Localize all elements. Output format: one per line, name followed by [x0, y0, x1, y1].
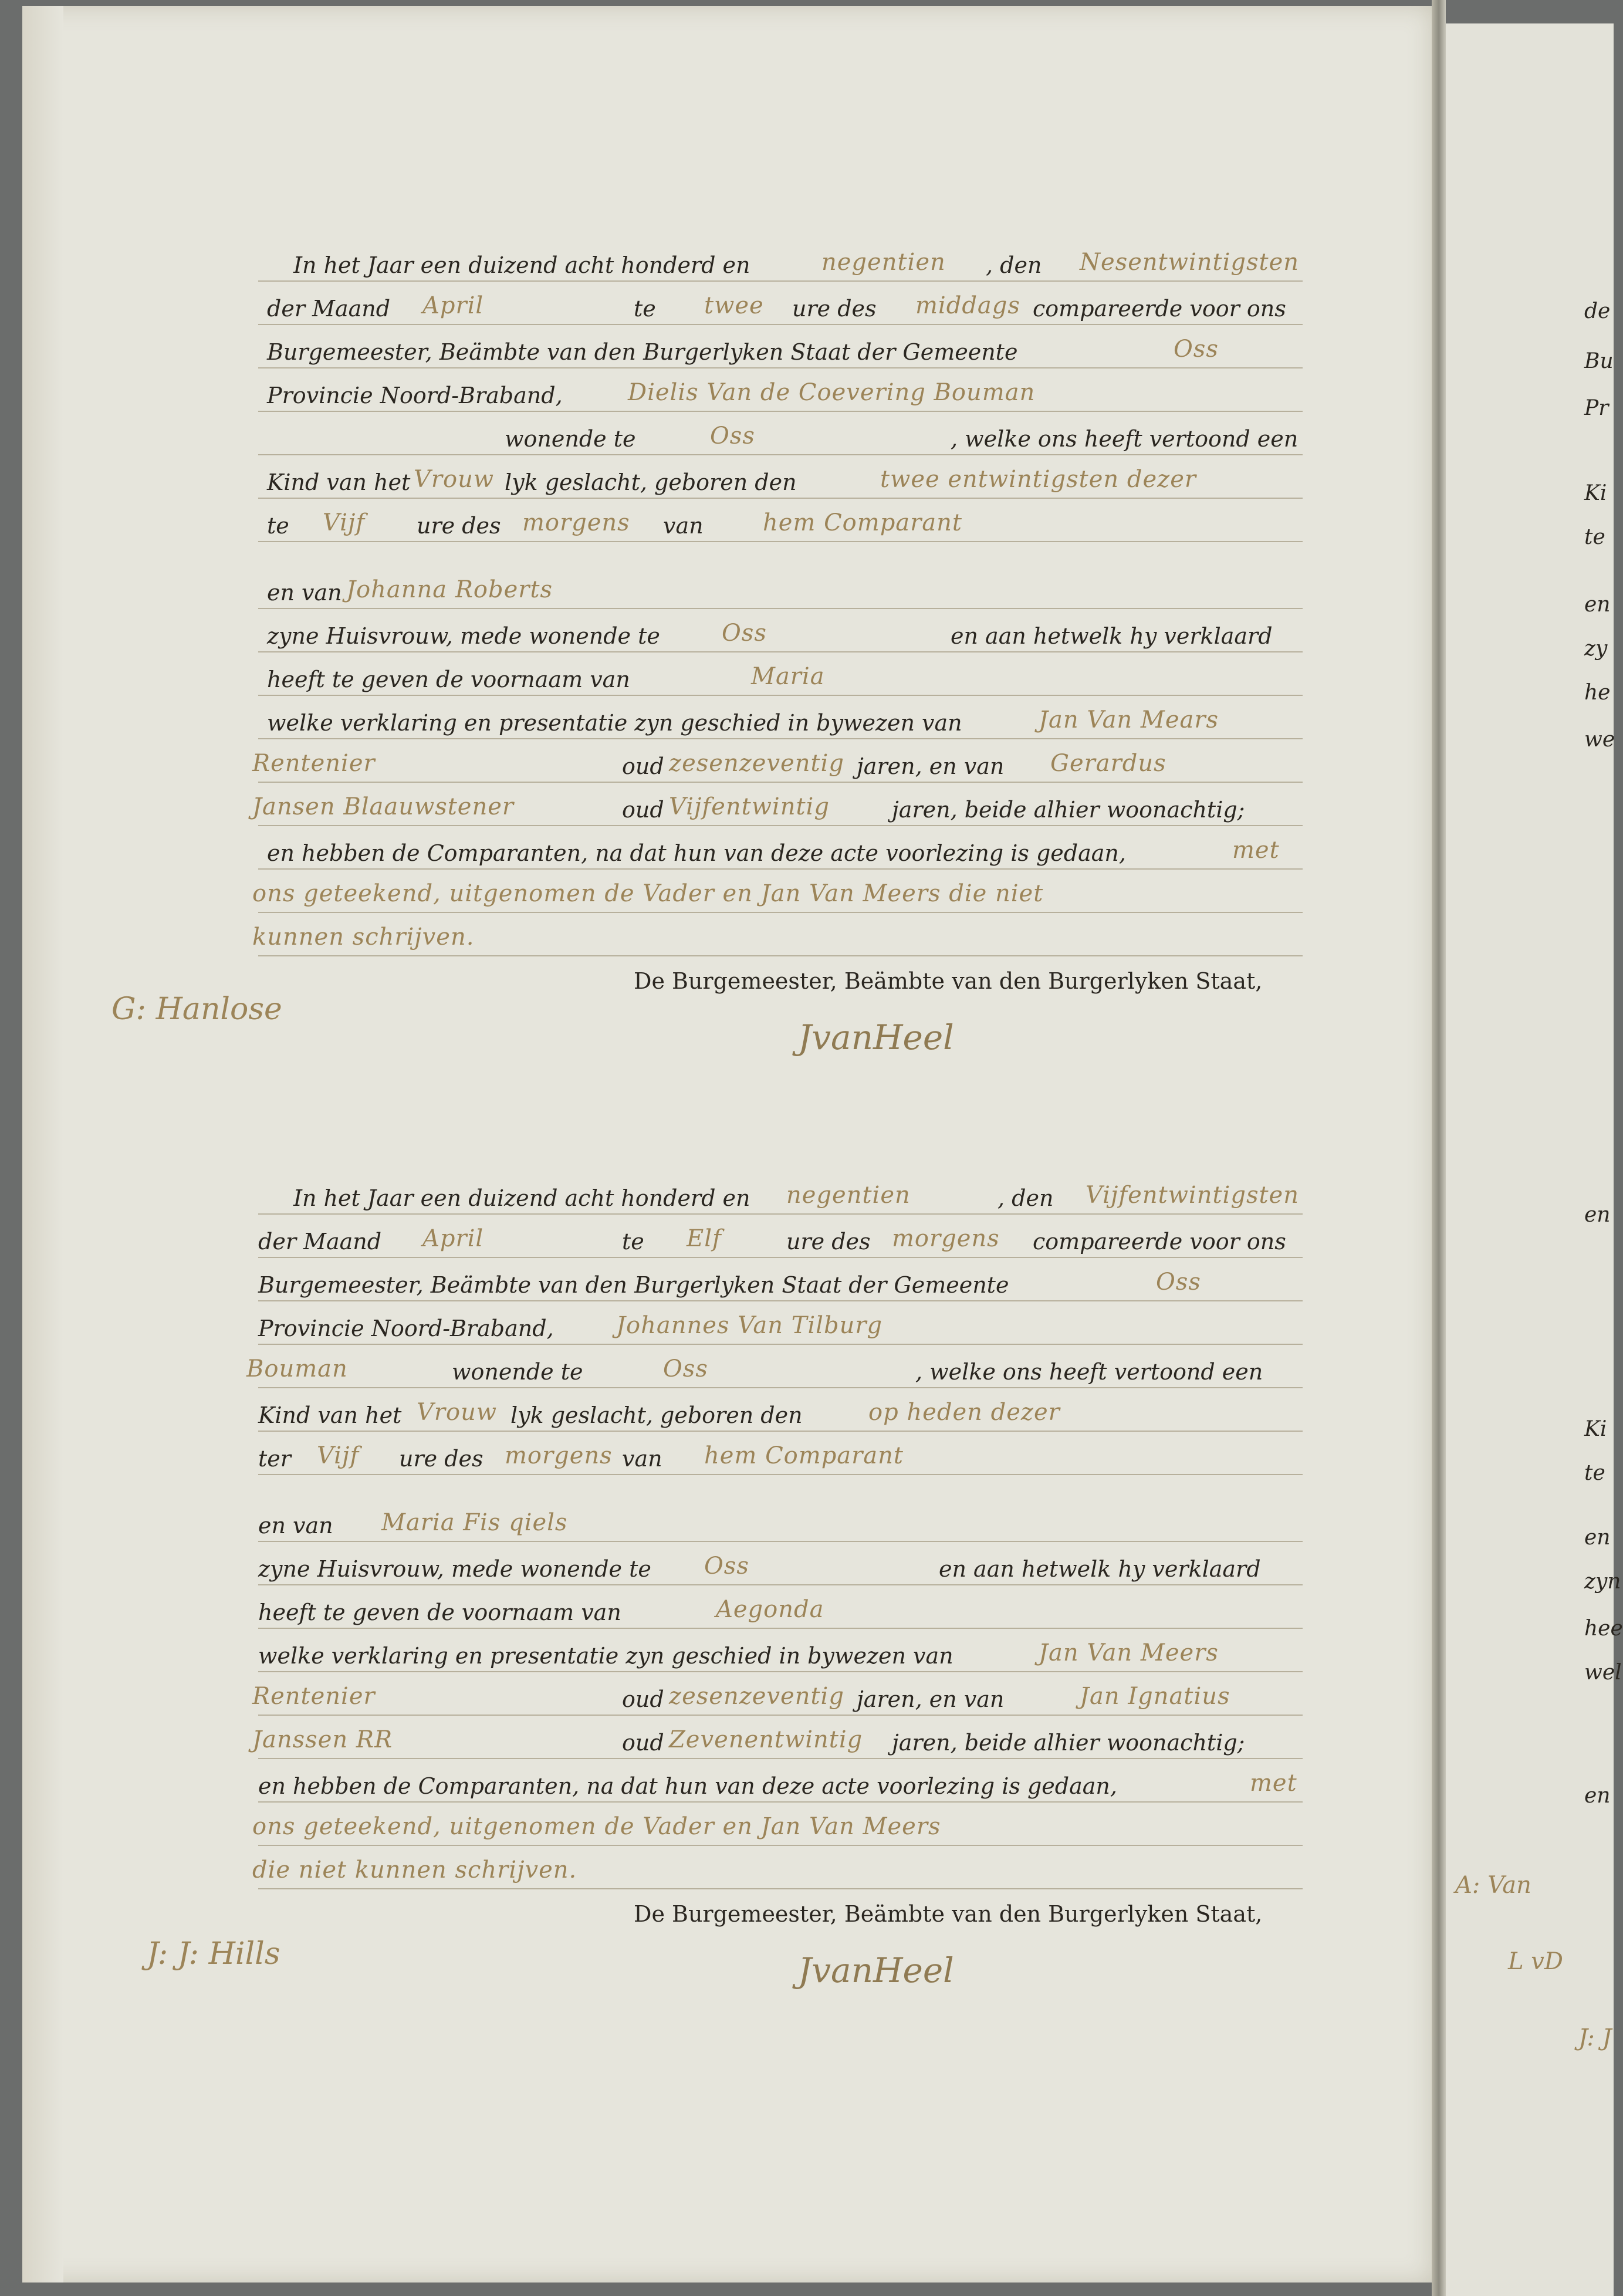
printed-text: en hebben de Comparanten, na dat hun van deze acte voorlezing is gedaan,: [258, 1773, 1117, 1799]
ruled-line: [258, 280, 1303, 282]
printed-text: Provincie Noord-Braband,: [258, 1316, 554, 1341]
handwritten-entry: Janssen RR: [252, 1726, 393, 1753]
ruled-line: [258, 541, 1303, 542]
ruled-line: [258, 955, 1303, 956]
record-line: [258, 1310, 1385, 1351]
handwritten-entry: ons geteekend, uitgenomen de Vader en Jan Van Meers die niet: [252, 880, 1044, 907]
printed-text: Burgemeester, Beämbte van den Burgerlyken Staat der Gemeente: [258, 1272, 1009, 1298]
printed-text: der Maand: [258, 1229, 382, 1254]
mayor-signature: JvanHeel: [798, 1950, 954, 1990]
book-gutter: [1432, 0, 1446, 2296]
right-page-fragment: Ki: [1584, 1417, 1607, 1441]
handwritten-entry: Jan Van Mears: [1039, 706, 1219, 733]
right-page-handwriting: J: J: [1578, 2024, 1612, 2051]
ruled-line: [258, 1300, 1303, 1301]
printed-text: heeft te geven de voornaam van: [258, 1600, 621, 1625]
record-line: [252, 1811, 1385, 1852]
printed-text: te: [634, 296, 656, 322]
record-line: [258, 1396, 1385, 1438]
handwritten-entry: Oss: [704, 1553, 749, 1580]
handwritten-entry: April: [422, 1225, 484, 1252]
record-line: [258, 246, 1385, 288]
handwritten-entry: morgens: [892, 1225, 1000, 1252]
handwritten-entry: Maria: [751, 663, 825, 690]
handwritten-entry: morgens: [522, 509, 630, 536]
printed-text: wonende te: [505, 426, 636, 452]
record-line: [258, 1179, 1385, 1220]
handwritten-entry: Oss: [710, 422, 755, 449]
handwritten-entry: Jan Ignatius: [1080, 1683, 1230, 1710]
right-page-fragment: te: [1584, 525, 1605, 549]
handwritten-entry: Vijf: [317, 1442, 360, 1469]
ruled-line: [258, 825, 1303, 826]
printed-text: , welke ons heeft vertoond een: [915, 1359, 1263, 1385]
record-line: [252, 791, 1385, 832]
handwritten-entry: zesenzeventig: [669, 750, 844, 777]
printed-text: ure des: [792, 296, 877, 322]
handwritten-entry: Gerardus: [1050, 750, 1166, 777]
record-line: [246, 1353, 1385, 1394]
handwritten-entry: Oss: [1174, 336, 1219, 363]
handwritten-entry: Johanna Roberts: [346, 576, 553, 603]
printed-text: compareerde voor ons: [1033, 1229, 1286, 1254]
ruled-line: [258, 1715, 1303, 1716]
right-page-fragment: zyn: [1584, 1570, 1621, 1594]
printed-text: te: [622, 1229, 644, 1254]
handwritten-entry: Oss: [722, 620, 767, 647]
record-line: [252, 1680, 1385, 1722]
handwritten-entry: April: [422, 292, 484, 319]
printed-text: en hebben de Comparanten, na dat hun van deze acte voorlezing is gedaan,: [267, 840, 1126, 866]
ruled-line: [258, 1387, 1303, 1388]
record-line: [258, 1767, 1385, 1808]
record-line: [258, 704, 1385, 745]
handwritten-entry: kunnen schrijven.: [252, 924, 475, 951]
record-line: [252, 748, 1385, 789]
ruled-line: [258, 782, 1303, 783]
closing-statement: De Burgemeester, Beämbte van den Burgerlyken Staat,: [634, 968, 1263, 994]
handwritten-entry: Zevenentwintig: [669, 1726, 863, 1753]
birth-record-2: [246, 1179, 1385, 2024]
printed-text: jaren, en van: [857, 753, 1005, 779]
ruled-line: [258, 651, 1303, 652]
printed-text: zyne Huisvrouw, mede wonende te: [267, 623, 660, 649]
handwritten-entry: twee: [704, 292, 764, 319]
ruled-line: [258, 367, 1303, 368]
record-line: [252, 1724, 1385, 1765]
record-line: [258, 507, 1385, 548]
record-line: [258, 1507, 1385, 1548]
printed-text: oud: [622, 753, 664, 779]
printed-text: lyk geslacht, geboren den: [505, 469, 797, 495]
handwritten-entry: hem Comparant: [704, 1442, 904, 1469]
printed-text: der Maand: [267, 296, 391, 322]
ruled-line: [258, 324, 1303, 325]
printed-text: , den: [986, 252, 1042, 278]
ruled-line: [258, 1213, 1303, 1215]
right-page-handwriting: A: Van: [1455, 1872, 1531, 1899]
printed-text: Provincie Noord-Braband,: [267, 383, 563, 408]
birth-record-1: [252, 246, 1385, 1080]
ruled-line: [258, 1758, 1303, 1759]
printed-text: ure des: [399, 1446, 483, 1472]
record-line: [258, 834, 1385, 875]
handwritten-entry: Rentenier: [252, 1683, 376, 1710]
ruled-line: [258, 1801, 1303, 1803]
handwritten-entry: Rentenier: [252, 750, 376, 777]
printed-text: van: [622, 1446, 662, 1472]
handwritten-entry: met: [1250, 1770, 1297, 1797]
right-page-fragment: en: [1584, 1526, 1611, 1550]
record-line: [258, 574, 1385, 615]
printed-text: Burgemeester, Beämbte van den Burgerlyken Staat der Gemeente: [267, 339, 1018, 365]
margin-note-1: G: Hanlose: [111, 992, 282, 1027]
closing-statement: De Burgemeester, Beämbte van den Burgerlyken Staat,: [634, 1901, 1263, 1927]
handwritten-entry: Jansen Blaauwstener: [252, 793, 515, 820]
ruled-line: [258, 1474, 1303, 1475]
ruled-line: [258, 912, 1303, 913]
handwritten-entry: Oss: [1156, 1269, 1201, 1296]
record-line: [258, 333, 1385, 374]
handwritten-entry: Maria Fis qiels: [381, 1509, 568, 1536]
margin-note-2: J: J: Hills: [147, 1936, 280, 1972]
printed-text: ure des: [786, 1229, 871, 1254]
right-page-fragment: en: [1584, 1784, 1611, 1808]
handwritten-entry: ons geteekend, uitgenomen de Vader en Jan Van Meers: [252, 1813, 941, 1840]
record-line: [258, 661, 1385, 702]
record-line: [252, 1854, 1385, 1895]
record-line: [258, 290, 1385, 331]
record-line: [252, 878, 1385, 919]
handwritten-entry: zesenzeventig: [669, 1683, 844, 1710]
ruled-line: [258, 1584, 1303, 1585]
handwritten-entry: Bouman: [246, 1355, 348, 1382]
right-page-fragment: Ki: [1584, 481, 1607, 505]
handwritten-entry: negentien: [821, 249, 946, 276]
handwritten-entry: middags: [915, 292, 1020, 319]
printed-text: en aan hetwelk hy verklaard: [939, 1556, 1261, 1582]
printed-text: Kind van het: [267, 469, 411, 495]
handwritten-entry: die niet kunnen schrijven.: [252, 1857, 577, 1884]
right-page-fragment: zy: [1584, 637, 1608, 661]
right-page-fragment: hee: [1584, 1617, 1623, 1641]
handwritten-entry: op heden dezer: [868, 1399, 1060, 1426]
handwritten-entry: Vijfentwintigsten: [1086, 1182, 1299, 1209]
handwritten-entry: met: [1232, 837, 1280, 864]
handwritten-entry: morgens: [505, 1442, 613, 1469]
handwritten-entry: Jan Van Meers: [1039, 1639, 1219, 1666]
right-page-fragment: we: [1584, 728, 1615, 752]
ruled-line: [258, 411, 1303, 412]
ruled-line: [258, 695, 1303, 696]
handwritten-entry: Aegonda: [716, 1596, 824, 1623]
handwritten-entry: Johannes Van Tilburg: [616, 1312, 883, 1339]
ruled-line: [258, 1257, 1303, 1258]
ruled-line: [258, 1845, 1303, 1846]
printed-text: zyne Huisvrouw, mede wonende te: [258, 1556, 651, 1582]
printed-text: ure des: [417, 513, 501, 539]
printed-text: wonende te: [452, 1359, 583, 1385]
printed-text: en van: [267, 580, 342, 606]
printed-text: lyk geslacht, geboren den: [510, 1402, 803, 1428]
handwritten-entry: Vijf: [323, 509, 366, 536]
right-page-fragment: Bu: [1584, 349, 1614, 373]
record-line: [258, 1266, 1385, 1307]
record-line: [258, 1594, 1385, 1635]
right-page-fragment: he: [1584, 681, 1611, 705]
handwritten-entry: Vijfentwintig: [669, 793, 830, 820]
record-line: [258, 1637, 1385, 1678]
ruled-line: [258, 1541, 1303, 1542]
record-line: [258, 1550, 1385, 1591]
printed-text: ter: [258, 1446, 291, 1472]
right-page-fragment: de: [1584, 299, 1611, 323]
record-line: [258, 1440, 1385, 1481]
ruled-line: [258, 1888, 1303, 1889]
ruled-line: [258, 1431, 1303, 1432]
right-page-fragment: en: [1584, 1203, 1611, 1227]
printed-text: van: [663, 513, 704, 539]
record-line: [258, 377, 1385, 418]
handwritten-entry: hem Comparant: [763, 509, 962, 536]
record-line: [258, 617, 1385, 658]
printed-text: en van: [258, 1513, 333, 1538]
printed-text: jaren, en van: [857, 1686, 1005, 1712]
printed-text: In het Jaar een duizend acht honderd en: [293, 252, 750, 278]
handwritten-entry: Nesentwintigsten: [1080, 249, 1300, 276]
ruled-line: [258, 454, 1303, 455]
record-line: [258, 1223, 1385, 1264]
right-page-fragment: en: [1584, 593, 1611, 617]
mayor-signature: JvanHeel: [798, 1017, 954, 1057]
right-page-handwriting: L vD: [1508, 1948, 1563, 1975]
handwritten-entry: twee entwintigsten dezer: [880, 466, 1197, 493]
right-page-fragment: te: [1584, 1461, 1605, 1485]
printed-text: , welke ons heeft vertoond een: [951, 426, 1299, 452]
right-page-fragment: Pr: [1584, 396, 1609, 420]
printed-text: te: [267, 513, 289, 539]
ruled-line: [258, 1628, 1303, 1629]
ruled-line: [258, 498, 1303, 499]
printed-text: oud: [622, 1686, 664, 1712]
handwritten-entry: Vrouw: [417, 1399, 498, 1426]
printed-text: compareerde voor ons: [1033, 296, 1286, 322]
handwritten-entry: Oss: [663, 1355, 708, 1382]
printed-text: jaren, beide alhier woonachtig;: [892, 797, 1245, 823]
handwritten-entry: Dielis Van de Coevering Bouman: [628, 379, 1036, 406]
record-line: [258, 464, 1385, 505]
handwritten-entry: Elf: [687, 1225, 722, 1252]
printed-text: welke verklaring en presentatie zyn geschied in bywezen van: [267, 710, 962, 736]
printed-text: oud: [622, 1730, 664, 1756]
ruled-line: [258, 1671, 1303, 1672]
handwritten-entry: negentien: [786, 1182, 911, 1209]
record-line: [252, 921, 1385, 962]
ruled-line: [258, 608, 1303, 609]
printed-text: oud: [622, 797, 664, 823]
printed-text: welke verklaring en presentatie zyn geschied in bywezen van: [258, 1643, 953, 1669]
printed-text: jaren, beide alhier woonachtig;: [892, 1730, 1245, 1756]
printed-text: en aan hetwelk hy verklaard: [951, 623, 1273, 649]
printed-text: In het Jaar een duizend acht honderd en: [293, 1185, 750, 1211]
printed-text: , den: [998, 1185, 1054, 1211]
record-line: [258, 420, 1385, 461]
handwritten-entry: Vrouw: [414, 466, 495, 493]
ruled-line: [258, 868, 1303, 870]
ruled-line: [258, 738, 1303, 739]
printed-text: heeft te geven de voornaam van: [267, 667, 630, 692]
ruled-line: [258, 1344, 1303, 1345]
printed-text: Kind van het: [258, 1402, 402, 1428]
right-page-fragment: wel: [1584, 1661, 1622, 1685]
